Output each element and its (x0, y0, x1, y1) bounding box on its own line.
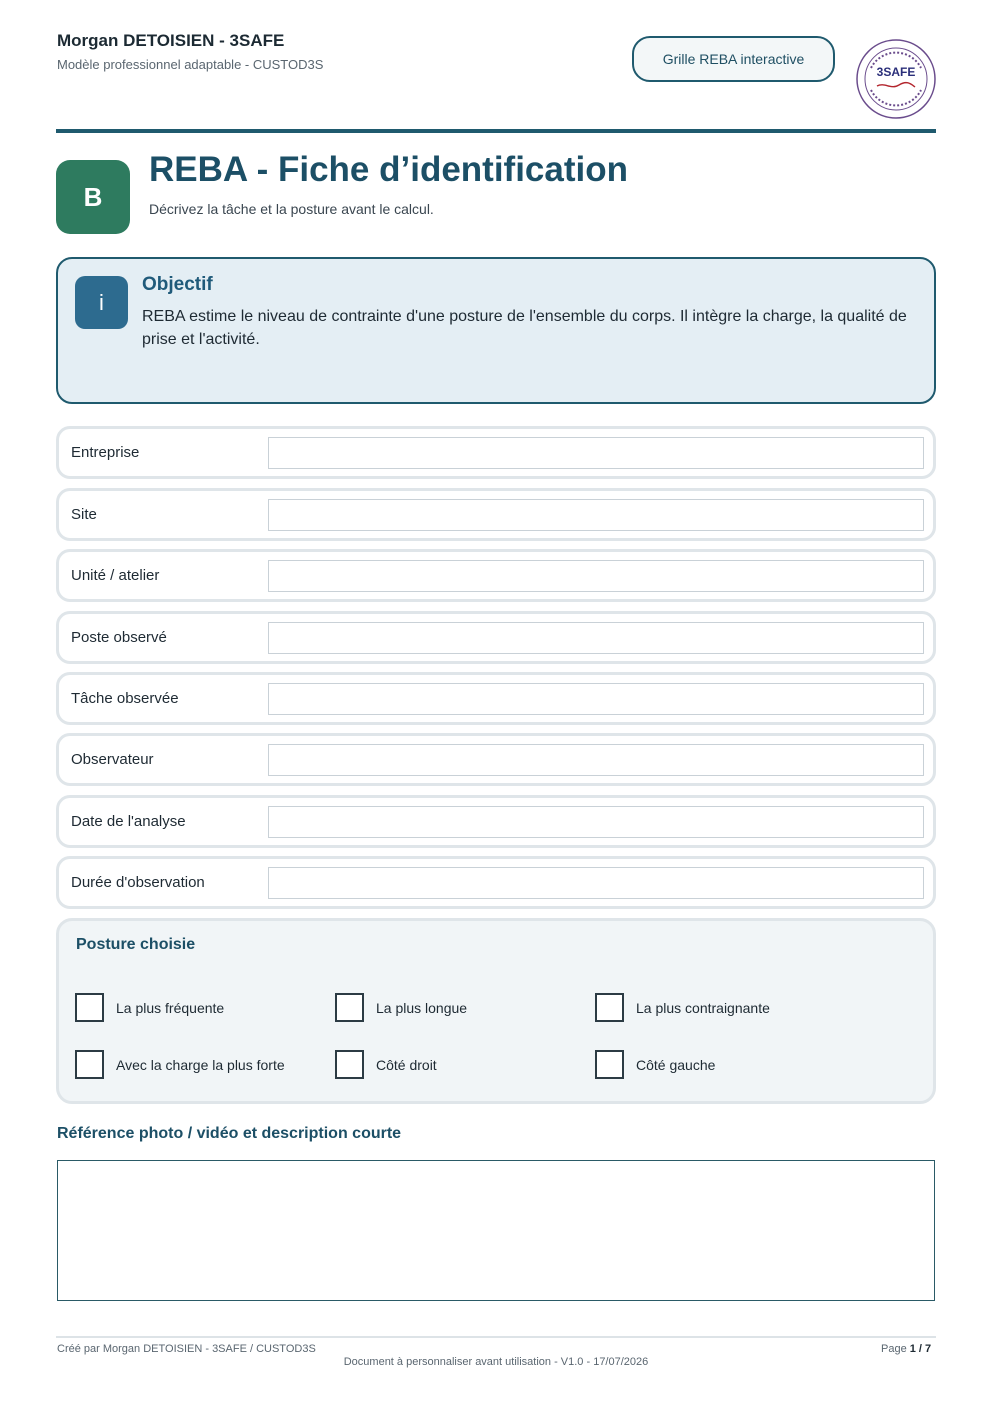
checkbox-plus-longue[interactable] (335, 993, 364, 1022)
checkbox-label-charge-plus-forte: Avec la charge la plus forte (116, 1057, 285, 1073)
checkbox-plus-contraignante[interactable] (595, 993, 624, 1022)
document-subtitle: Modèle professionnel adaptable - CUSTOD3S (57, 57, 324, 72)
field-label-duree: Durée d'observation (71, 874, 205, 891)
checkbox-label-plus-contraignante: La plus contraignante (636, 1000, 770, 1016)
input-duree[interactable] (268, 867, 924, 899)
input-poste[interactable] (268, 622, 924, 654)
company-seal-logo (855, 38, 937, 120)
input-date[interactable] (268, 806, 924, 838)
header-divider (56, 129, 936, 133)
page-title: REBA - Fiche d’identification (149, 150, 628, 189)
checkbox-charge-plus-forte[interactable] (75, 1050, 104, 1079)
footer-version-note: Document à personnaliser avant utilisation - V1.0 - 17/07/2026 (343, 1356, 649, 1368)
input-site[interactable] (268, 499, 924, 531)
checkbox-cote-gauche[interactable] (595, 1050, 624, 1079)
checkbox-label-cote-droit: Côté droit (376, 1057, 437, 1073)
field-label-unite: Unité / atelier (71, 567, 160, 584)
field-label-date: Date de l'analyse (71, 813, 186, 830)
page-prefix: Page (881, 1343, 910, 1355)
section-badge: B (56, 160, 130, 234)
seal-text: 3SAFE (876, 65, 916, 79)
objective-title: Objectif (142, 274, 213, 295)
input-observateur[interactable] (268, 744, 924, 776)
field-label-tache: Tâche observée (71, 690, 179, 707)
checkbox-label-plus-longue: La plus longue (376, 1000, 468, 1016)
posture-title: Posture choisie (76, 936, 196, 953)
footer-divider (56, 1336, 936, 1338)
input-tache[interactable] (268, 683, 924, 715)
field-label-entreprise: Entreprise (71, 444, 140, 461)
field-label-observateur: Observateur (71, 751, 154, 768)
page-current: 1 (909, 1343, 916, 1355)
page-separator: / (915, 1343, 926, 1355)
footer-created-by: Créé par Morgan DETOISIEN - 3SAFE / CUSTOD3S (57, 1343, 316, 1355)
footer-page-number (881, 1343, 931, 1355)
reference-label: Référence photo / vidéo et description courte (57, 1125, 402, 1142)
author-name: Morgan DETOISIEN - 3SAFE (57, 31, 285, 50)
objective-text: REBA estime le niveau de contrainte d'une posture de l'ensemble du corps. Il intègre la charge, la qualité de prise et l'activité. (142, 308, 907, 348)
reference-textarea[interactable] (57, 1160, 935, 1301)
field-label-poste: Poste observé (71, 629, 167, 646)
checkbox-cote-droit[interactable] (335, 1050, 364, 1079)
info-icon: i (75, 276, 128, 329)
page-total: 7 (925, 1343, 932, 1355)
reba-grid-button[interactable]: Grille REBA interactive (632, 36, 835, 82)
page-lead: Décrivez la tâche et la posture avant le calcul. (149, 201, 434, 217)
checkbox-label-cote-gauche: Côté gauche (636, 1057, 716, 1073)
checkbox-label-plus-frequente: La plus fréquente (116, 1000, 225, 1016)
checkbox-plus-frequente[interactable] (75, 993, 104, 1022)
input-entreprise[interactable] (268, 437, 924, 469)
field-label-site: Site (71, 506, 97, 523)
input-unite[interactable] (268, 560, 924, 592)
